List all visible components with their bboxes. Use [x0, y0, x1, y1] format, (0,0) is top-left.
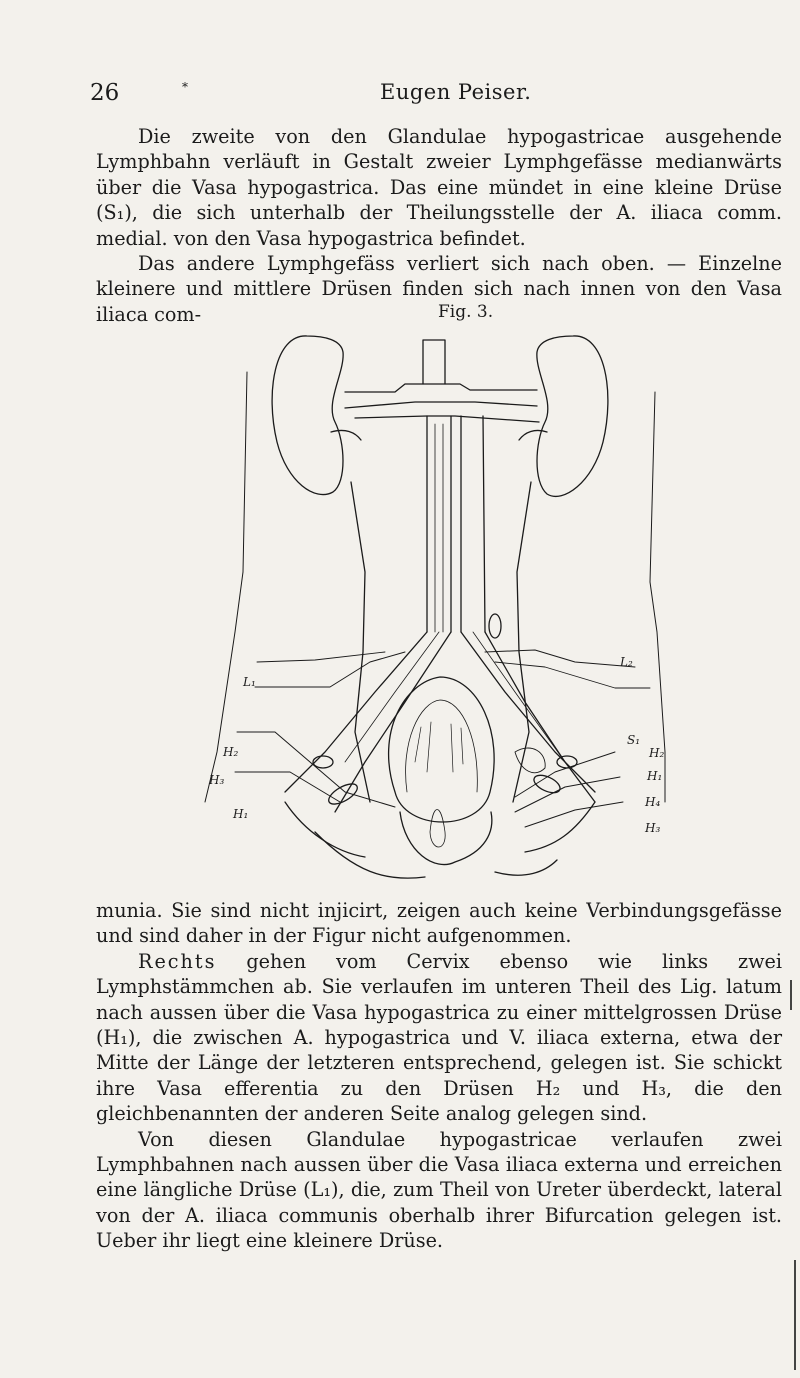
paragraph-4-text: gehen vom Cervix ebenso wie links zwei Lymphstämmchen ab. Sie verlaufen im unteren Theil des Lig. latum nach aussen über die Vasa hypogastrica zu einer mittelgrossen Drüse (H₁), die zwischen A. hypogastrica und V. iliaca externa, etwa der Mitte der Länge der letzteren entsprechend, gelegen ist. Sie schickt ihre Vasa efferentia zu den Drüsen H₂ und H₃, die den gleichbenannten der anderen Seite analog gelegen sind.: [96, 949, 782, 1126]
label-h4-right: H₄: [645, 795, 661, 809]
label-h2-left: H₂: [223, 745, 239, 759]
uterus: [389, 677, 495, 822]
header-mark: *: [182, 80, 188, 94]
left-kidney: [272, 336, 343, 495]
paragraph-3: munia. Sie sind nicht injicirt, zeigen auch keine Verbindungsgefässe und sind daher in der Figur nicht aufgenommen.: [96, 899, 782, 948]
paragraph-1: Die zweite von den Glandulae hypogastricae ausgehende Lymphbahn verläuft in Gestalt zweier Lymphgefässe medianwärts über die Vasa hypogastrica. Das eine mündet in eine kleine Drüse (S₁), die sich unterhalb der Theilungsstelle der A. iliaca comm. medial. von den Vasa hypogastrica befindet.: [96, 125, 782, 250]
label-h3-right: H₃: [645, 821, 661, 835]
margin-mark-lower: [794, 1260, 796, 1370]
label-h1-right: H₁: [647, 769, 663, 783]
paragraph-5: Von diesen Glandulae hypogastricae verlaufen zwei Lymphbahnen nach aussen über die Vasa iliaca externa und erreichen eine längliche Drüse (L₁), die, zum Theil von Ureter überdeckt, lateral von der A. iliaca communis oberhalb ihrer Bifurcation gelegen ist. Ueber ihr liegt eine kleinere Drüse.: [96, 1127, 782, 1253]
margin-mark: [790, 980, 792, 1010]
text-block-top: [96, 124, 782, 327]
paragraph-2: Das andere Lymphgefäss verliert sich nach oben. — Einzelne kleinere und mittlere Drüsen finden sich nach innen von den Vasa iliaca com-: [96, 252, 782, 326]
page-number: 26: [90, 80, 120, 106]
paragraph-4: [96, 949, 782, 1127]
label-h2-right: H₂: [649, 746, 665, 760]
label-h3-left: H₃: [209, 773, 225, 787]
label-h1-left: H₁: [233, 807, 249, 821]
label-l1: L₁: [243, 675, 256, 689]
right-kidney: [537, 336, 608, 496]
text-block-bottom: [96, 898, 782, 1254]
label-s1: S₁: [627, 733, 641, 747]
running-head: Eugen Peiser.: [380, 80, 532, 104]
figure-caption: Fig. 3.: [438, 302, 494, 322]
label-l2: L₂: [620, 655, 633, 669]
anatomical-figure: [195, 332, 680, 892]
emphasis-rechts: Rechts: [138, 949, 217, 973]
aorta: [427, 416, 451, 632]
